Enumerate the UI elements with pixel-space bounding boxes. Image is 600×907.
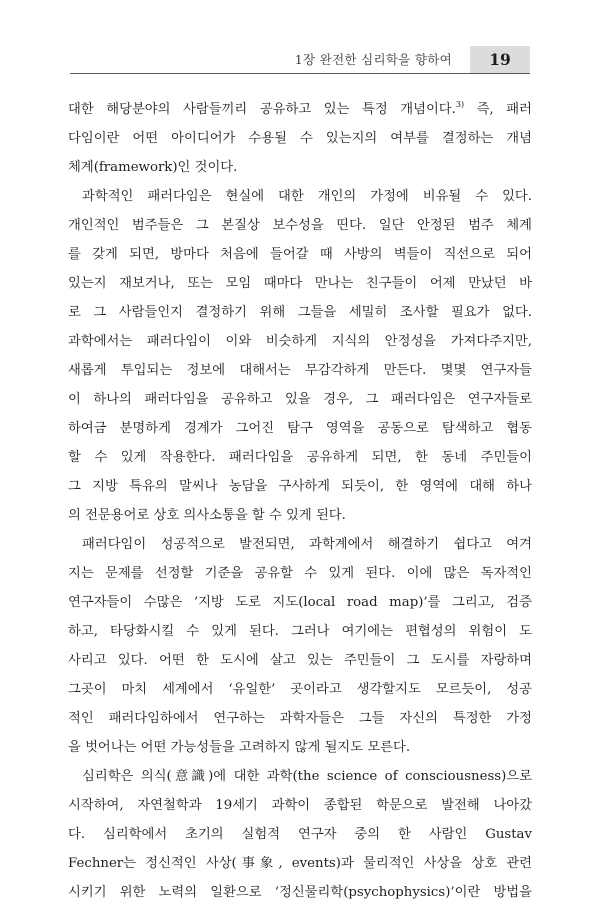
text-line: 의 전문용어로 상호 의사소통을 할 수 있게 된다. [68, 508, 346, 523]
text-line: 과학에서는 패러다임이 이와 비슷하게 지식의 안정성을 가져다주지만, [68, 334, 532, 349]
text-line: 사리고 있다. 어떤 한 도시에 살고 있는 주민들이 그 도시를 자랑하며 [68, 653, 532, 668]
text-line: 지는 문제를 선정할 기준을 공유할 수 있게 된다. 이에 많은 독자적인 [68, 566, 532, 581]
text-line: 로 그 사람들인지 결정하기 위해 그들을 세밀히 조사할 필요가 없다. [68, 305, 532, 320]
text-line: 심리학은 의식(意識)에 대한 과학(the science of consciousness)으로 [82, 769, 532, 784]
text-line: 그 지방 특유의 말씨나 농담을 구사하게 되듯이, 한 영역에 대해 하나 [68, 479, 532, 494]
text-line: 체계(framework)인 것이다. [68, 160, 238, 175]
text-line: 시키기 위한 노력의 일환으로 ‘정신물리학(psychophysics)’이란 방법을 [68, 885, 532, 900]
text-line: 새롭게 투입되는 정보에 대해서는 무감각하게 만든다. 몇몇 연구자들 [68, 363, 532, 378]
text-line: 그곳이 마치 세계에서 ‘유일한’ 곳이라고 생각할지도 모르듯이, 성공 [68, 682, 532, 697]
text-line: 패러다임이 성공적으로 발전되면, 과학계에서 해결하기 쉽다고 여겨 [82, 537, 532, 552]
text-line: 하고, 타당화시킬 수 있게 된다. 그러나 여기에는 편협성의 위험이 도 [68, 624, 532, 639]
text-line: 다. 심리학에서 초기의 실험적 연구자 중의 한 사람인 Gustav [68, 827, 532, 842]
body-text [68, 95, 532, 907]
text-line: 대한 해당분야의 사람들끼리 공유하고 있는 특정 개념이다.$^{3)}$ 즉, 패러 [68, 100, 532, 117]
text-line: Fechner는 정신적인 사상(事象, events)과 물리적인 사상을 상호 관련 [68, 856, 532, 871]
text-line: 개인적인 범주들은 그 본질상 보수성을 띤다. 일단 안정된 범주 체계 [68, 218, 532, 233]
text-line: 을 벗어나는 어떤 가능성들을 고려하지 않게 될지도 모른다. [68, 740, 411, 755]
footnote-reference: 3) [455, 100, 465, 109]
page-number-tab [470, 46, 530, 74]
page-number: 19 [489, 50, 511, 69]
running-header [70, 46, 530, 74]
text-line: 할 수 있게 작용한다. 패러다임을 공유하게 되면, 한 동네 주민들이 [68, 450, 532, 465]
header-rule [70, 73, 530, 74]
text-line: 있는지 재보거나, 또는 모임 때마다 만나는 친구들이 어제 만났던 바 [68, 276, 532, 291]
text-line: 하여금 분명하게 경계가 그어진 탐구 영역을 공동으로 탐색하고 협동 [68, 421, 532, 436]
text-line: 연구자들이 수많은 ‘지방 도로 지도(local road map)’를 그리고, 검증 [68, 595, 532, 610]
text-line: 이 하나의 패러다임을 공유하고 있을 경우, 그 패러다임은 연구자들로 [68, 392, 532, 407]
text-line: 시작하여, 자연철학과 19세기 과학이 종합된 학문으로 발전해 나아갔 [68, 798, 532, 813]
text-line: 과학적인 패러다임은 현실에 대한 개인의 가정에 비유될 수 있다. [82, 189, 532, 204]
chapter-title: 1장 완전한 심리학을 향하여 [294, 52, 452, 67]
text-line: 적인 패러다임하에서 연구하는 과학자들은 그들 자신의 특정한 가정 [68, 711, 532, 726]
text-line: 다임이란 어떤 아이디어가 수용될 수 있는지의 여부를 결정하는 개념 [68, 131, 532, 146]
text-line: 를 갖게 되면, 방마다 처음에 들어갈 때 사방의 벽들이 직선으로 되어 [68, 247, 532, 262]
